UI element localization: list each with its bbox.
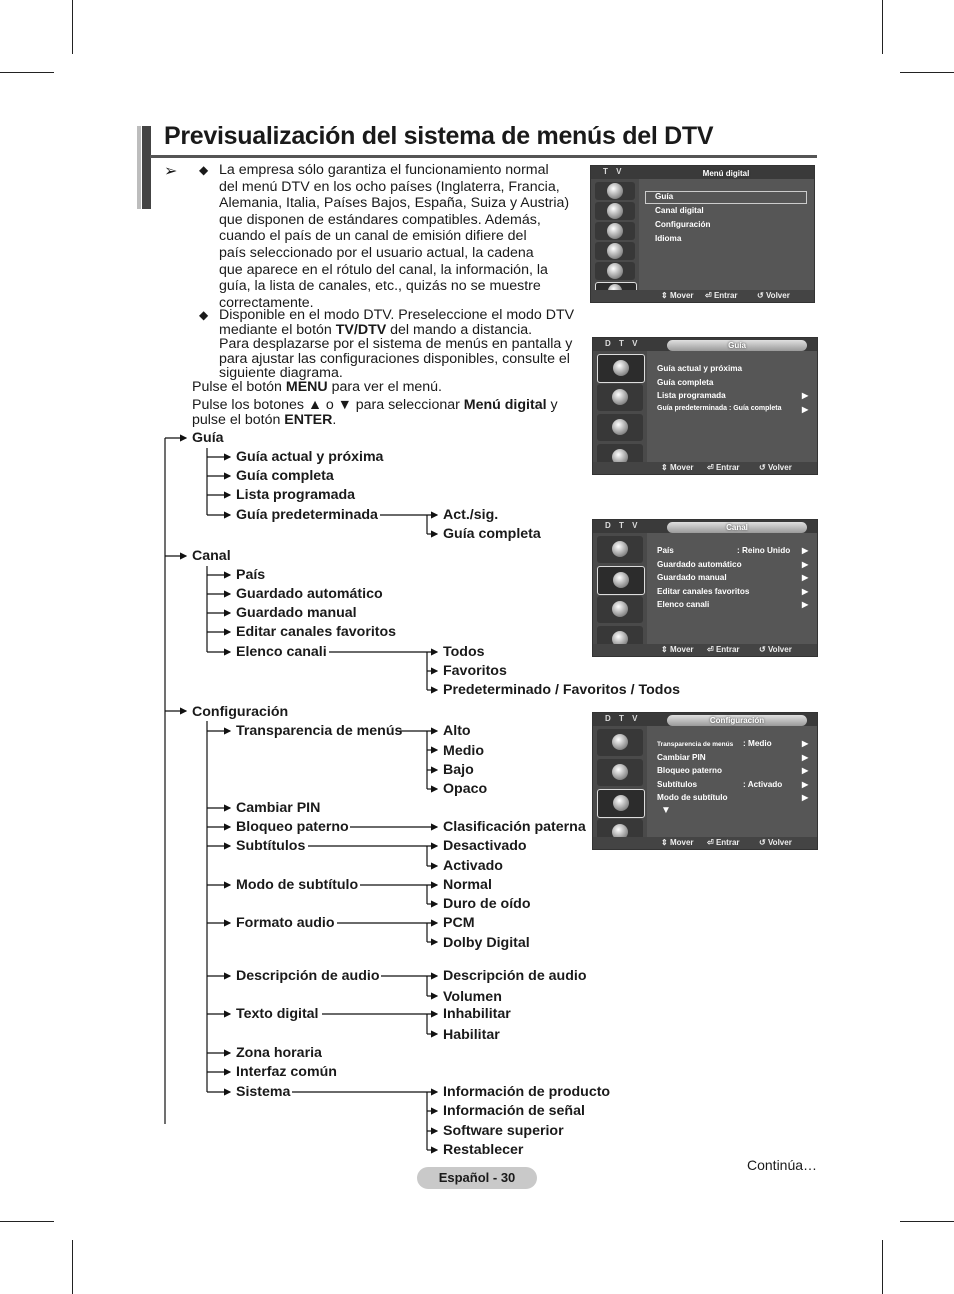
arrow-right-icon: ▶ <box>802 391 809 400</box>
tree-option: Información de producto <box>443 1084 611 1100</box>
intro-line: siguiente diagrama. <box>219 365 343 382</box>
item-label: Lista programada <box>657 391 726 400</box>
intro-line: que disponen de estándares compatibles. Además, <box>219 211 541 228</box>
back-hint: ↺ Volver <box>759 645 792 654</box>
screen-title: Menú digital <box>702 169 750 178</box>
menu-item <box>657 391 807 400</box>
tree-guia: Guía <box>192 430 224 446</box>
screen-title: Configuración <box>667 715 807 726</box>
text: del mando a distancia. <box>386 321 533 338</box>
menu-item: Guía completa <box>657 378 714 387</box>
move-hint: ⇕ Mover <box>661 463 694 472</box>
enter-hint: ⏎ Entrar <box>705 291 738 300</box>
tree-option: Medio <box>443 743 484 759</box>
hint-text: Entrar <box>715 463 740 472</box>
arrow-right-icon: ▶ <box>802 573 809 582</box>
tree-option: Guía completa <box>443 526 541 542</box>
item-label: Bloqueo paterno <box>657 766 723 775</box>
tree-option: Duro de oído <box>443 896 531 912</box>
arrow-right-icon: ▶ <box>802 405 809 414</box>
arrow-right-icon: ▶ <box>802 739 809 748</box>
setup-icon <box>597 414 643 441</box>
text: y <box>546 396 558 413</box>
tree-config-item: Transparencia de menús <box>236 723 403 739</box>
tree-option: Todos <box>443 644 485 660</box>
back-hint: ↺ Volver <box>757 291 790 300</box>
bullet-icon: ◆ <box>199 163 209 177</box>
tree-option: Restablecer <box>443 1142 524 1158</box>
channel-icon <box>597 566 645 595</box>
setup-icon <box>595 242 635 260</box>
hint-text: Mover <box>669 291 694 300</box>
intro-line: Para desplazarse por el sistema de menús en pantalla y <box>219 336 573 353</box>
screen-title-bar <box>593 520 817 533</box>
move-hint: ⇕ Mover <box>661 838 694 847</box>
scroll-down-icon: ▼ <box>661 805 671 816</box>
hint-text: Volver <box>767 463 792 472</box>
tree-guia-item: Guía completa <box>236 468 334 484</box>
menu-item: Idioma <box>655 234 682 243</box>
tree-config-item: Cambiar PIN <box>236 800 321 816</box>
page-title: Previsualización del sistema de menús del DTV <box>164 122 714 150</box>
intro-line: cuando el país de un canal de emisión difiere del <box>219 228 527 245</box>
hint-text: Volver <box>765 291 790 300</box>
item-value: : Activado <box>743 780 783 789</box>
tree-config-item: Zona horaria <box>236 1045 322 1061</box>
text: . <box>332 412 337 428</box>
enter-hint: ⏎ Entrar <box>707 463 740 472</box>
tree-canal: Canal <box>192 548 231 564</box>
tree-option: PCM <box>443 915 475 931</box>
menu-item <box>657 587 807 596</box>
text: para ver el menú. <box>327 379 443 395</box>
item-label: Editar canales favoritos <box>657 587 750 596</box>
intro-line: para ajustar las configuraciones disponibles, consulte el <box>219 350 570 367</box>
button-name: TV/DTV <box>335 321 387 338</box>
tree-option: Desactivado <box>443 838 527 854</box>
item-label: Cambiar PIN <box>657 753 706 762</box>
page-number: Español - 30 <box>417 1167 537 1189</box>
tree-canal-item: Editar canales favoritos <box>236 624 397 640</box>
back-hint: ↺ Volver <box>759 838 792 847</box>
intro-line: país seleccionado por el usuario actual, la cadena <box>219 244 534 261</box>
arrow-right-icon: ▶ <box>802 793 809 802</box>
item-label: Elenco canali <box>657 600 710 609</box>
tree-option: Inhabilitar <box>443 1006 511 1022</box>
guide-icon <box>597 354 645 383</box>
enter-hint: ⏎ Entrar <box>707 645 740 654</box>
menu-item <box>657 780 807 789</box>
intro-line: Disponible en el modo DTV. Preseleccione el modo DTV <box>219 307 575 323</box>
tree-option: Clasificación paterna <box>443 819 586 835</box>
hint-text: Volver <box>767 645 792 654</box>
screen-footer <box>593 837 817 849</box>
enter-hint: ⏎ Entrar <box>707 838 740 847</box>
item-label: País <box>657 546 674 555</box>
guide-icon <box>597 729 643 756</box>
menu-item <box>657 405 807 412</box>
tree-guia-item: Lista programada <box>236 487 356 503</box>
screen-footer <box>593 462 817 474</box>
text: pulse el botón <box>192 412 285 428</box>
menu-item <box>657 766 807 775</box>
mode-label: D T V <box>605 339 641 348</box>
tree-option: Bajo <box>443 762 474 778</box>
sound-icon <box>595 202 635 220</box>
tree-option: Act./sig. <box>443 507 499 523</box>
tree-config-item: Formato audio <box>236 915 335 931</box>
menu-item <box>657 573 807 582</box>
back-hint: ↺ Volver <box>759 463 792 472</box>
tree-config-item: Modo de subtítulo <box>236 877 359 893</box>
tree-option: Software superior <box>443 1123 564 1139</box>
mode-label: D T V <box>605 714 641 723</box>
tree-option: Volumen <box>443 989 502 1005</box>
channel-icon <box>595 222 635 240</box>
tree-option: Opaco <box>443 781 488 797</box>
setup-icon <box>597 596 643 623</box>
tree-config-item: Descripción de audio <box>236 968 380 984</box>
tree-canal-item: País <box>236 567 266 583</box>
tree-option: Activado <box>443 858 503 874</box>
move-hint: ⇕ Mover <box>661 645 694 654</box>
move-hint: ⇕ Mover <box>661 291 694 300</box>
icon-column <box>593 726 647 837</box>
item-label: Subtítulos <box>657 780 698 789</box>
item-label: Modo de subtítulo <box>657 793 728 802</box>
menu-item <box>657 753 807 762</box>
screen-configuracion <box>592 712 818 850</box>
arrow-right-icon: ▶ <box>802 587 809 596</box>
tree-option: Favoritos <box>443 663 507 679</box>
tree-config: Configuración <box>192 704 289 720</box>
hint-text: Mover <box>669 838 694 847</box>
menu-item <box>657 560 807 569</box>
text: Pulse los botones ▲ o ▼ para seleccionar <box>192 396 464 413</box>
guide-icon <box>597 536 643 563</box>
icon-column <box>593 351 647 462</box>
hint-text: Entrar <box>715 838 740 847</box>
screen-title-bar <box>593 713 817 726</box>
menu-item: Canal digital <box>655 206 704 215</box>
picture-icon <box>595 182 635 200</box>
text: Pulse el botón <box>192 379 286 395</box>
hint-text: Mover <box>669 463 694 472</box>
icon-column <box>593 533 647 644</box>
tree-config-item: Texto digital <box>236 1006 319 1022</box>
arrow-right-icon: ▶ <box>802 753 809 762</box>
tree-option: Descripción de audio <box>443 968 587 984</box>
tree-option: Dolby Digital <box>443 935 530 951</box>
screen-footer <box>593 644 817 656</box>
menu-item <box>657 600 807 609</box>
tree-option: Habilitar <box>443 1027 500 1043</box>
tree-config-item: Sistema <box>236 1084 291 1100</box>
hint-text: Entrar <box>715 645 740 654</box>
tree-guia-item: Guía actual y próxima <box>236 449 384 465</box>
item-value: : Reino Unido <box>737 546 791 555</box>
tree-guia-item: Guía predeterminada <box>236 507 378 523</box>
input-icon <box>595 262 635 280</box>
hint-text: Mover <box>669 645 694 654</box>
intro-line: Alemania, Italia, Países Bajos, España, Suiza y Austria) <box>219 195 570 212</box>
arrow-right-icon: ▶ <box>802 560 809 569</box>
button-name: MENU <box>285 379 328 395</box>
tree-canal-item: Guardado automático <box>236 586 383 602</box>
item-label: Transparencia de menús <box>657 741 734 748</box>
item-label: Guía predeterminada : Guía completa <box>657 405 782 412</box>
mode-label: T V <box>603 167 625 176</box>
setup-icon <box>597 789 645 818</box>
intro-line: La empresa sólo garantiza el funcionamiento normal <box>219 162 549 178</box>
screen-title-bar <box>591 166 814 179</box>
tree-config-item: Bloqueo paterno <box>236 819 349 835</box>
item-label: Guardado manual <box>657 573 727 582</box>
tree-option: Alto <box>443 723 471 739</box>
tree-canal-item: Elenco canali <box>236 644 327 660</box>
button-name: ENTER <box>284 412 333 428</box>
intro-line: que aparece en el rótulo del canal, la información, la <box>219 261 548 278</box>
menu-item <box>657 793 807 802</box>
menu-item: Configuración <box>655 220 711 229</box>
tree-option: Información de señal <box>443 1103 585 1119</box>
hint-text: Volver <box>767 838 792 847</box>
bullet-icon: ◆ <box>199 308 209 322</box>
menu-item: Guía actual y próxima <box>657 364 743 373</box>
channel-icon <box>597 759 643 786</box>
tree-config-item: Subtítulos <box>236 838 306 854</box>
menu-name: Menú digital <box>463 396 547 413</box>
arrow-right-icon: ▶ <box>802 766 809 775</box>
menu-item <box>657 739 807 748</box>
icon-column <box>591 179 639 290</box>
continues-label: Continúa… <box>747 1157 818 1173</box>
item-label: Guardado automático <box>657 560 742 569</box>
text: mediante el botón <box>219 321 336 338</box>
tree-option: Normal <box>443 877 492 893</box>
arrow-right-icon: ▶ <box>802 780 809 789</box>
arrow-right-icon: ▶ <box>802 546 809 555</box>
hint-text: Entrar <box>713 291 738 300</box>
intro-line: guía, la lista de canales, etc., quizás no se muestre <box>219 278 541 295</box>
intro-line: correctamente. <box>219 294 314 311</box>
screen-title: Guía <box>667 340 807 351</box>
screen-guia <box>592 337 818 475</box>
tree-option: Predeterminado / Favoritos / Todos <box>443 682 681 698</box>
note-icon: ➢ <box>164 163 178 180</box>
screen-footer <box>591 290 814 302</box>
screen-title-bar <box>593 338 817 351</box>
arrow-right-icon: ▶ <box>802 600 809 609</box>
screen-title: Canal <box>667 522 807 533</box>
menu-item: Guía <box>655 192 674 201</box>
screen-menu-digital <box>590 165 815 303</box>
tree-config-item: Interfaz común <box>236 1064 337 1080</box>
screen-canal <box>592 519 818 657</box>
item-value: : Medio <box>743 739 772 748</box>
intro-line: del menú DTV en los ocho países (Inglaterra, Francia, <box>219 178 560 195</box>
channel-icon <box>597 384 643 411</box>
tree-canal-item: Guardado manual <box>236 605 357 621</box>
menu-item <box>657 546 807 555</box>
mode-label: D T V <box>605 521 641 530</box>
